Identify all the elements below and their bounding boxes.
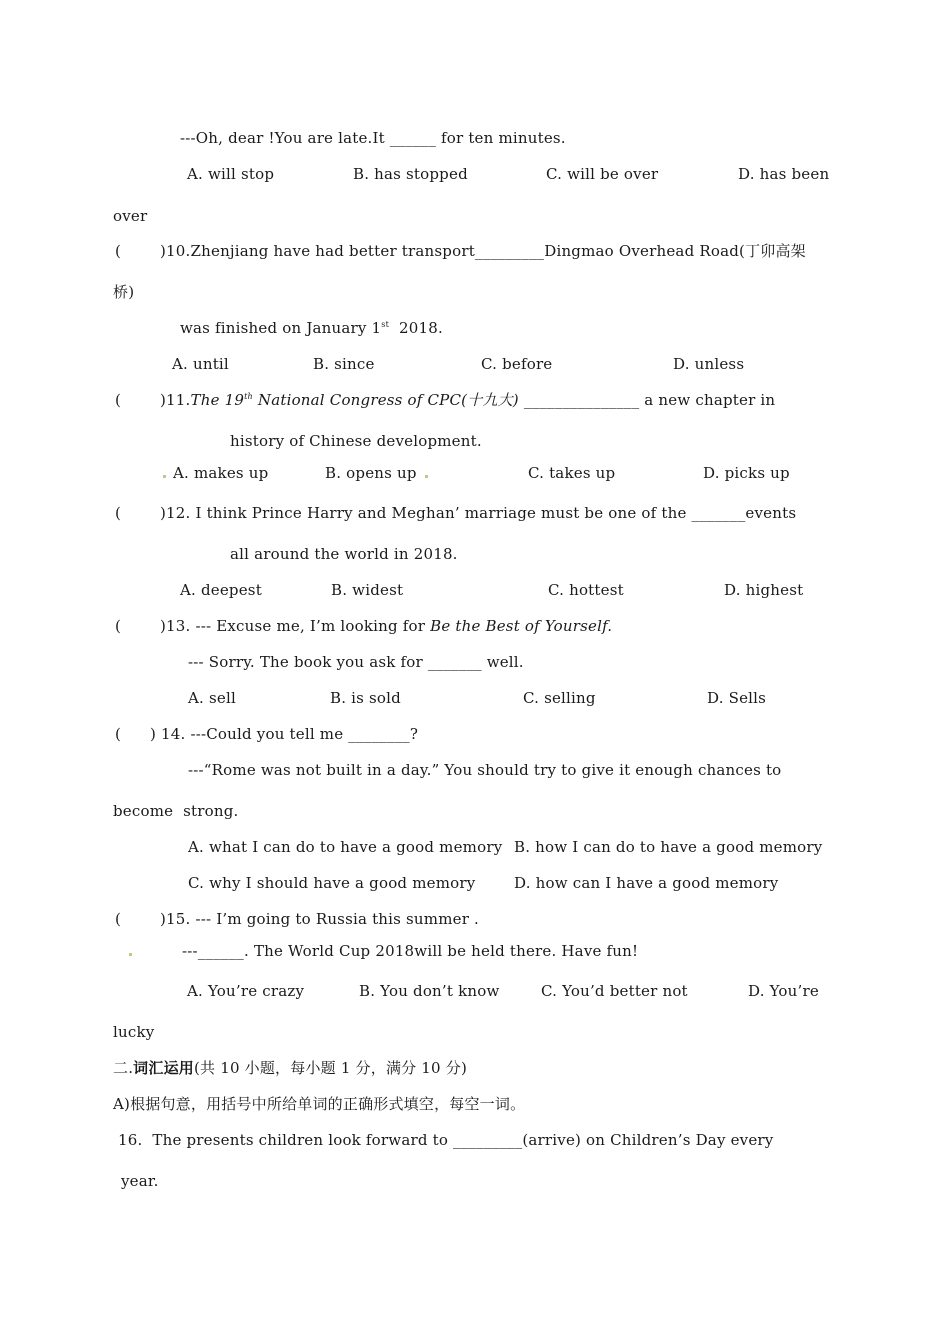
- q11-italic-pre: The 19: [190, 391, 245, 409]
- q13-book-title: Be the Best of Yourself.: [430, 617, 613, 635]
- q10-stem-wrap-2: [180, 318, 443, 338]
- q13-option-c: C. selling: [523, 689, 596, 707]
- section-2-number: 二.: [113, 1059, 134, 1077]
- q14-reply-wrap: become strong.: [113, 802, 239, 820]
- q11-option-b: B. opens up: [325, 464, 417, 482]
- section-2-title: 词汇运用: [133, 1059, 194, 1077]
- q14-reply: ---“Rome was not built in a day.” You should try to give it enough chances to: [188, 761, 782, 779]
- q12-option-d: D. highest: [724, 581, 804, 599]
- q12-stem-wrap: all around the world in 2018.: [230, 545, 458, 563]
- q13-reply: --- Sorry. The book you ask for _______ well.: [188, 653, 524, 671]
- q14-paren: (: [115, 725, 121, 743]
- q12-option-b: B. widest: [331, 581, 404, 599]
- q11-rest: _______________ a new chapter in: [518, 391, 776, 409]
- q11-option-c: C. takes up: [528, 464, 616, 482]
- scan-speck: [425, 475, 428, 478]
- q13-stem: [160, 616, 612, 636]
- section-2-note: (共 10 小题，每小题 1 分，满分 10 分): [193, 1059, 468, 1077]
- q14-option-a: A. what I can do to have a good memory: [188, 838, 503, 856]
- q12-option-a: A. deepest: [180, 581, 262, 599]
- q10-paren: (: [115, 242, 121, 260]
- q11-option-a: A. makes up: [173, 464, 269, 482]
- q10-date-pre: was finished on January 1: [180, 319, 382, 337]
- q10-option-a: A. until: [172, 355, 229, 373]
- q9-option-b: B. has stopped: [353, 165, 468, 183]
- q11-number: )11.: [160, 391, 191, 409]
- q11-italic-sup: th: [244, 392, 253, 401]
- q9-option-d-wrap: over: [113, 207, 148, 225]
- q9-option-c: C. will be over: [546, 165, 659, 183]
- q15-option-c: C. You’d better not: [541, 982, 688, 1000]
- q14-option-c: C. why I should have a good memory: [188, 874, 476, 892]
- q11-paren: (: [115, 391, 121, 409]
- q15-option-d-wrap: lucky: [113, 1023, 155, 1041]
- q15-paren: (: [115, 910, 121, 928]
- q10-option-b: B. since: [313, 355, 375, 373]
- q10-date-sup: st: [381, 320, 390, 329]
- q15-option-d: D. You’re: [748, 982, 819, 1000]
- q9-option-d: D. has been: [738, 165, 830, 183]
- q10-option-d: D. unless: [673, 355, 745, 373]
- q15-reply: ---______. The World Cup 2018will be held there. Have fun!: [182, 942, 639, 960]
- section-2-heading: [113, 1058, 467, 1078]
- q13-option-a: A. sell: [188, 689, 236, 707]
- q13-stem-text: )13. --- Excuse me, I’m looking for: [160, 617, 431, 635]
- q14-option-b: B. how I can do to have a good memory: [514, 838, 823, 856]
- q15-stem: )15. --- I’m going to Russia this summer .: [160, 910, 480, 928]
- q9-option-a: A. will stop: [187, 165, 275, 183]
- q11-option-d: D. picks up: [703, 464, 790, 482]
- q15-option-a: A. You’re crazy: [187, 982, 305, 1000]
- scan-speck: [129, 953, 132, 956]
- q15-option-b: B. You don’t know: [359, 982, 500, 1000]
- q14-stem: ) 14. ---Could you tell me ________?: [150, 725, 419, 743]
- q10-stem: )10.Zhenjiang have had better transport_________Dingmao Overhead Road(丁卯高架: [160, 242, 806, 260]
- q12-stem: )12. I think Prince Harry and Meghan’ marriage must be one of the _______events: [160, 504, 797, 522]
- section-2-part-a-instructions: A)根据句意，用括号中所给单词的正确形式填空，每空一词。: [113, 1095, 526, 1113]
- q9-dialog: ---Oh, dear !You are late.It ______ for ten minutes.: [180, 129, 566, 147]
- q10-stem-wrap: 桥): [113, 283, 135, 301]
- q10-option-c: C. before: [481, 355, 553, 373]
- q12-paren: (: [115, 504, 121, 522]
- q10-date-post: 2018.: [389, 319, 443, 337]
- q11-stem-wrap: history of Chinese development.: [230, 432, 482, 450]
- q13-option-b: B. is sold: [330, 689, 401, 707]
- q11-stem: [160, 390, 775, 410]
- q16-stem: 16. The presents children look forward to _________(arrive) on Children’s Day every: [118, 1131, 774, 1149]
- q13-option-d: D. Sells: [707, 689, 767, 707]
- q11-italic-post: National Congress of CPC(十九大): [252, 391, 519, 409]
- q16-stem-wrap: year.: [121, 1172, 159, 1190]
- scan-speck: [163, 475, 166, 478]
- q13-paren: (: [115, 617, 121, 635]
- q12-option-c: C. hottest: [548, 581, 624, 599]
- q14-option-d: D. how can I have a good memory: [514, 874, 779, 892]
